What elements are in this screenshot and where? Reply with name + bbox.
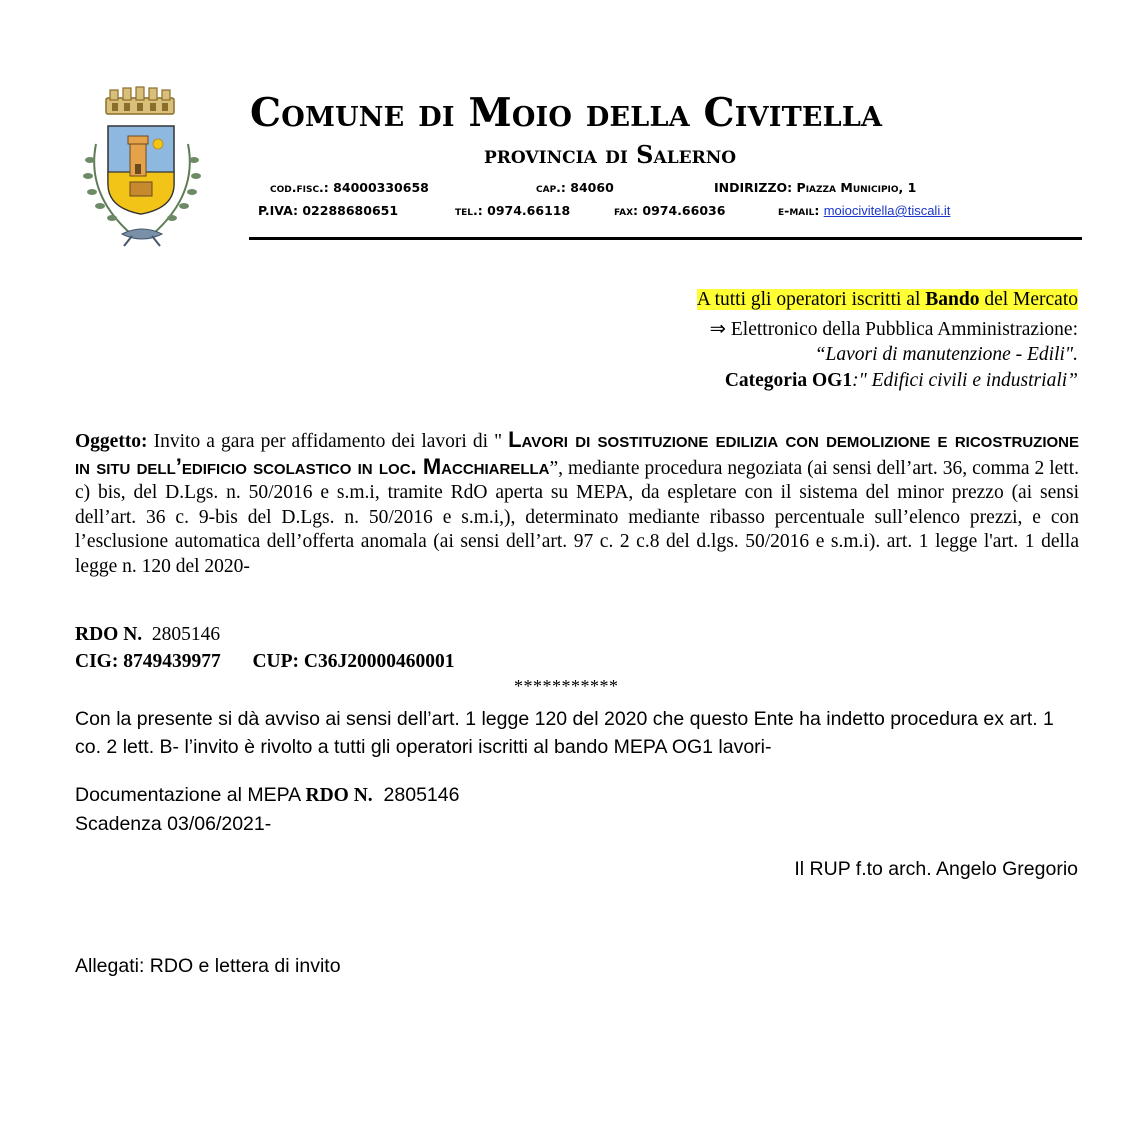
recipient-line-1-pre: A tutti gli operatori iscritti al bbox=[696, 289, 926, 310]
cap-value: 84060 bbox=[570, 180, 614, 195]
documentation-pre: Documentazione al MEPA bbox=[75, 784, 306, 806]
recipient-bando: Bando bbox=[925, 289, 980, 310]
cap-info bbox=[536, 180, 614, 195]
recipient-category: Categoria OG1 bbox=[724, 370, 853, 391]
header-divider bbox=[249, 237, 1082, 240]
codfisc-value: 84000330658 bbox=[333, 180, 429, 195]
deadline-line: Scadenza 03/06/2021- bbox=[75, 813, 272, 835]
email-info bbox=[778, 203, 950, 218]
fax-info bbox=[614, 203, 725, 218]
recipient-line-2: ⇒ Elettronico della Pubblica Amministrazione: bbox=[709, 319, 1078, 340]
crown-icon bbox=[106, 87, 174, 114]
separator-stars: *********** bbox=[514, 676, 619, 696]
rdo-value: 2805146 bbox=[151, 624, 221, 645]
province-subtitle: provincia di Salerno bbox=[484, 140, 737, 169]
cig-label: CIG: bbox=[75, 651, 119, 672]
recipient-line-1 bbox=[697, 289, 1078, 311]
oggetto-paragraph bbox=[75, 428, 1079, 579]
tel-info bbox=[455, 203, 570, 218]
codfisc-label: cod.fisc.: bbox=[270, 180, 329, 195]
piva-label: P.IVA: bbox=[258, 203, 298, 218]
signature: Il RUP f.to arch. Angelo Gregorio bbox=[794, 858, 1078, 880]
oggetto-rest: ”, mediante procedura negoziata (ai sensi dell’art. 36, comma 2 lett. c) bis, del D.Lgs. n. 50/2016 e s.m.i, tramite RdO aperta su MEPA, da espletare con il sistema del minor prezzo (ai sensi dell’art. 36 c. 9-bis del D.Lgs. n. 50/2016 e s.m.i,), determinato mediante ribasso percentuale sull’elenco prezzi, e con l’esclusione automatica dell’offerta anomala (ai sensi dell’art. 97 c. 2 c.8 del d.lgs. 50/2016 e s.m.i). art. 1 legge l'art. 1 della legge n. 120 del 2020- bbox=[75, 457, 1080, 577]
documentation-line bbox=[75, 784, 459, 807]
recipient-category-desc: :" Edifici civili e industriali” bbox=[852, 370, 1078, 391]
documentation-rdo-label: RDO N. bbox=[305, 785, 373, 806]
documentation-rdo-value: 2805146 bbox=[383, 784, 460, 806]
tel-value: 0974.66118 bbox=[487, 203, 571, 218]
email-label: e-mail: bbox=[778, 203, 820, 218]
oggetto-title: Lavori di sostituzione edilizia con demolizione e ricostruzione in situ dell’edificio scolastico in loc. Macchiarella bbox=[75, 427, 1079, 479]
address-info bbox=[714, 180, 916, 195]
attachments-line: Allegati: RDO e lettera di invito bbox=[75, 955, 341, 977]
recipient-line-3: “Lavori di manutenzione - Edili". bbox=[814, 344, 1078, 365]
piva-info bbox=[258, 203, 398, 218]
cig-cup-line bbox=[75, 651, 455, 673]
tel-label: tel.: bbox=[455, 203, 483, 218]
oggetto-label: Oggetto: bbox=[75, 431, 148, 452]
cup-value: C36J20000460001 bbox=[303, 651, 455, 672]
recipient-line-1-post: del Mercato bbox=[979, 289, 1078, 310]
fax-label: fax: bbox=[614, 203, 639, 218]
piva-value: 02288680651 bbox=[302, 203, 399, 218]
rdo-label: RDO N. bbox=[75, 624, 143, 645]
email-link[interactable]: moiocivitella@tiscali.it bbox=[823, 203, 951, 218]
recipient-line-4 bbox=[725, 370, 1078, 392]
rdo-line bbox=[75, 624, 220, 646]
fax-value: 0974.66036 bbox=[642, 203, 726, 218]
address-value: Piazza Municipio, 1 bbox=[796, 180, 917, 195]
recipient-highlight bbox=[697, 289, 1078, 310]
codfisc-info bbox=[270, 180, 429, 195]
municipal-crest-icon bbox=[76, 84, 208, 248]
cap-label: cap.: bbox=[536, 180, 566, 195]
oggetto-intro: Invito a gara per affidamento dei lavori di " bbox=[147, 431, 509, 452]
municipality-title: Comune di Moio della Civitella bbox=[250, 90, 883, 136]
cig-value: 8749439977 bbox=[123, 651, 221, 672]
notice-paragraph: Con la presente si dà avviso ai sensi dell’art. 1 legge 120 del 2020 che questo Ente ha indetto procedura ex art. 1 co. 2 lett. B- l’invito è rivolto a tutti gli operatori iscritti al bando MEPA OG1 lavori- bbox=[75, 708, 1054, 758]
cup-label: CUP: bbox=[252, 651, 300, 672]
address-label: INDIRIZZO: bbox=[714, 180, 793, 195]
